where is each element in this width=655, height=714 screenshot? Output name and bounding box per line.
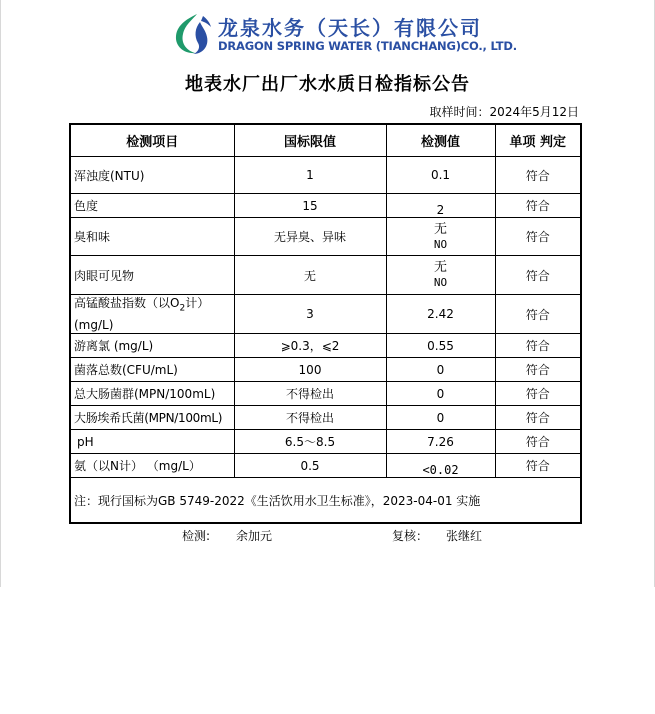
water-drop-swirl-logo-icon (167, 10, 223, 56)
row-item-tail: 计）(mg/L) (74, 296, 210, 332)
header-judge: 单项 判定 (495, 124, 581, 157)
row-item: 大肠埃希氏菌(MPN/100mL) (70, 406, 234, 430)
row-value-en: NO (433, 237, 448, 251)
table-row (70, 218, 581, 256)
row-limit: 无 (234, 256, 386, 295)
table-row (70, 334, 581, 358)
header-limit: 国标限值 (234, 124, 386, 157)
row-item (70, 295, 234, 334)
row-item: 游离氯 (mg/L) (70, 334, 234, 358)
row-limit: 100 (234, 358, 386, 382)
row-value-en: NO (433, 276, 448, 289)
row-judge: 符合 (495, 334, 581, 358)
row-item: 总大肠菌群(MPN/100mL) (70, 382, 234, 406)
row-value: 2.42 (386, 295, 495, 334)
row-limit: 15 (234, 194, 386, 218)
row-value: 0 (386, 358, 495, 382)
row-judge: 符合 (495, 406, 581, 430)
row-value (386, 256, 495, 295)
table-row (70, 256, 581, 295)
inspector-name: 余加元 (236, 529, 273, 543)
row-item-subscript: 2 (179, 303, 186, 314)
table-row (70, 157, 581, 194)
row-judge: 符合 (495, 256, 581, 295)
table-header-row (70, 124, 581, 157)
row-item: pH (70, 430, 234, 454)
row-limit: 不得检出 (234, 382, 386, 406)
row-limit: 3 (234, 295, 386, 334)
row-value: <0.02 (386, 454, 495, 478)
table-row (70, 454, 581, 478)
row-value-cn: 无 (433, 221, 447, 237)
row-value: 0.1 (386, 157, 495, 194)
header-item: 检测项目 (70, 124, 234, 157)
row-item: 菌落总数(CFU/mL) (70, 358, 234, 382)
row-item-text: 高锰酸盐指数（以O (74, 296, 180, 311)
row-value-cn: 无 (433, 260, 447, 275)
sample-time: 取样时间：2024年5月12日 (429, 105, 579, 119)
row-limit: 6.5～8.5 (234, 430, 386, 454)
reviewer-label: 复核： (392, 529, 429, 543)
row-judge: 符合 (495, 358, 581, 382)
table-row (70, 382, 581, 406)
table-row (70, 194, 581, 218)
page-title: 地表水厂出厂水水质日检指标公告 (185, 74, 470, 95)
row-value: 2 (386, 194, 495, 218)
table-row (70, 430, 581, 454)
row-judge: 符合 (495, 382, 581, 406)
row-limit: 0.5 (234, 454, 386, 478)
table-row (70, 358, 581, 382)
row-value (386, 218, 495, 256)
reviewer-name: 张继红 (446, 529, 483, 543)
row-limit: 不得检出 (234, 406, 386, 430)
row-judge: 符合 (495, 194, 581, 218)
row-limit: 无异臭、异味 (234, 218, 386, 256)
table-row (70, 295, 581, 334)
row-limit: 1 (234, 157, 386, 194)
row-value: 7.26 (386, 430, 495, 454)
row-judge: 符合 (495, 295, 581, 334)
company-name-en: DRAGON SPRING WATER (TIANCHANG)CO., LTD. (218, 39, 517, 53)
standard-note: 注：现行国标为GB 5749-2022《生活饮用水卫生标准》，2023-04-01 实施 (70, 478, 581, 524)
row-judge: 符合 (495, 157, 581, 194)
row-value: 0 (386, 406, 495, 430)
row-judge: 符合 (495, 430, 581, 454)
row-item: 肉眼可见物 (70, 256, 234, 295)
inspector-label: 检测: (182, 529, 211, 543)
company-name-cn: 龙泉水务（天长）有限公司 (218, 16, 482, 40)
row-limit: ⩾0.3，⩽2 (234, 334, 386, 358)
row-judge: 符合 (495, 454, 581, 478)
row-item: 臭和味 (70, 218, 234, 256)
row-judge: 符合 (495, 218, 581, 256)
row-value: 0.55 (386, 334, 495, 358)
row-item: 色度 (70, 194, 234, 218)
water-quality-table (69, 123, 582, 524)
table-row (70, 406, 581, 430)
row-value: 0 (386, 382, 495, 406)
row-item: 浑浊度(NTU) (70, 157, 234, 194)
table-note-row (70, 478, 581, 524)
header-value: 检测值 (386, 124, 495, 157)
row-item: 氨（以N计） （mg/L） (70, 454, 234, 478)
